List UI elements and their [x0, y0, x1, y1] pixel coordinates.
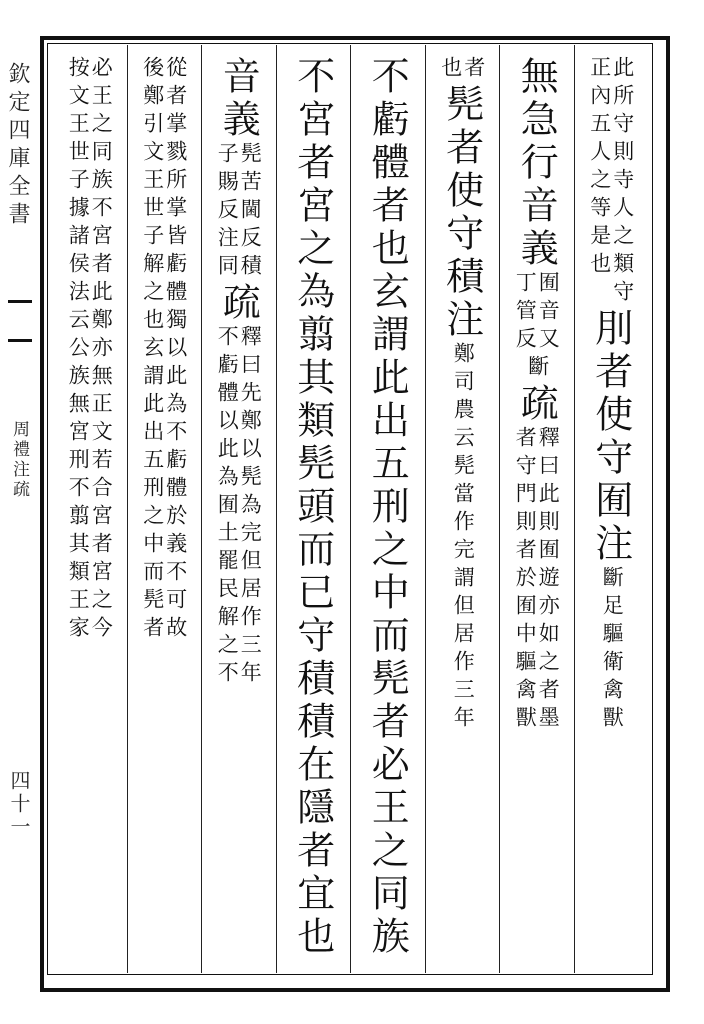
- main-text-heading: 刖者使守囿注: [588, 308, 633, 566]
- main-text-heading: 音義: [216, 56, 261, 142]
- margin-book-title: 周禮注疏: [9, 420, 29, 500]
- annotation-double-line: [512, 426, 560, 734]
- text-column-5: [289, 56, 337, 959]
- annotation-double-line: [512, 355, 560, 383]
- text-column-8: [65, 56, 113, 644]
- main-text: 不宮者宮之為翦其類髡頭而已守積積在隱者宜也: [290, 56, 335, 959]
- annotation-double-line: [438, 342, 486, 734]
- main-text: 無急行: [514, 56, 559, 185]
- column-rule: [127, 45, 128, 973]
- annotation-right-line: 斷足驅衛禽獸: [600, 566, 625, 734]
- annotation-right-line: 此所守則寺人之類守: [610, 56, 635, 308]
- column-rule: [425, 45, 426, 973]
- annotation-right-line: 從者掌戮所掌皆虧體獨以此為不虧體於義不可故: [163, 56, 188, 644]
- margin-page-number: 四十一: [7, 770, 31, 839]
- annotation-right-line: 必王之同族不宮者此鄭亦無正文若合宮者宮之今: [89, 56, 114, 644]
- annotation-double-line: [587, 566, 635, 734]
- column-rule: [350, 45, 351, 973]
- annotation-double-line: [65, 56, 113, 644]
- annotation-double-line: [512, 271, 560, 355]
- annotation-double-line: [438, 56, 486, 84]
- annotation-left-line: 子賜反注同: [215, 142, 240, 282]
- text-column-4: [363, 56, 411, 959]
- column-rule: [201, 45, 202, 973]
- column-rule: [276, 45, 277, 973]
- annotation-left-line: 不虧體以此為囿土罷民解之不: [215, 325, 240, 689]
- annotation-left-line: 丁管反: [513, 271, 538, 355]
- annotation-double-line: [140, 56, 188, 644]
- annotation-double-line: [587, 56, 635, 308]
- annotation-left-line: 正內五人之等是也: [587, 56, 612, 280]
- text-column-1: [587, 56, 635, 734]
- annotation-right-line: 釋曰此則囿遊亦如之者墨: [536, 426, 561, 734]
- annotation-double-line: [214, 325, 262, 689]
- main-text-heading: 音義: [514, 185, 559, 271]
- annotation-double-line: [214, 142, 262, 282]
- text-column-6: [214, 56, 262, 689]
- annotation-right-line: 囿音又: [536, 271, 561, 355]
- main-text-heading: 髡者使守積注: [439, 84, 484, 342]
- column-rule: [574, 45, 575, 973]
- annotation-left-line: 者守門則者於囿中驅禽獸: [513, 426, 538, 734]
- text-column-2: [512, 56, 560, 734]
- margin-fish-tail-mark: [8, 300, 32, 342]
- main-text: 不虧體者也玄謂此出五刑之中而髡者必王之同族: [365, 56, 410, 959]
- annotation-right-line: 釋曰先鄭以髡為完但居作三年: [238, 325, 263, 689]
- annotation-left-line: 也: [438, 56, 463, 84]
- annotation-left-line: 按文王世子據諸侯法云公族無宮刑不翦其類王家: [66, 56, 91, 644]
- main-text-heading: 疏: [216, 282, 261, 325]
- annotation-left-line: 後鄭引文王世子解之也玄謂此出五刑之中而髡者: [140, 56, 165, 644]
- annotation-right-line: 斷: [525, 355, 550, 383]
- text-column-7: [140, 56, 188, 644]
- annotation-right-line: 者: [461, 56, 486, 84]
- column-rule: [499, 45, 500, 973]
- margin-collection-title: 欽定四庫全書: [5, 62, 30, 230]
- annotation-right-line: 髡苦閫反積: [238, 142, 263, 282]
- main-text-heading: 疏: [514, 383, 559, 426]
- text-column-3: [438, 56, 486, 734]
- annotation-right-line: 鄭司農云髡當作完謂但居作三年: [451, 342, 476, 734]
